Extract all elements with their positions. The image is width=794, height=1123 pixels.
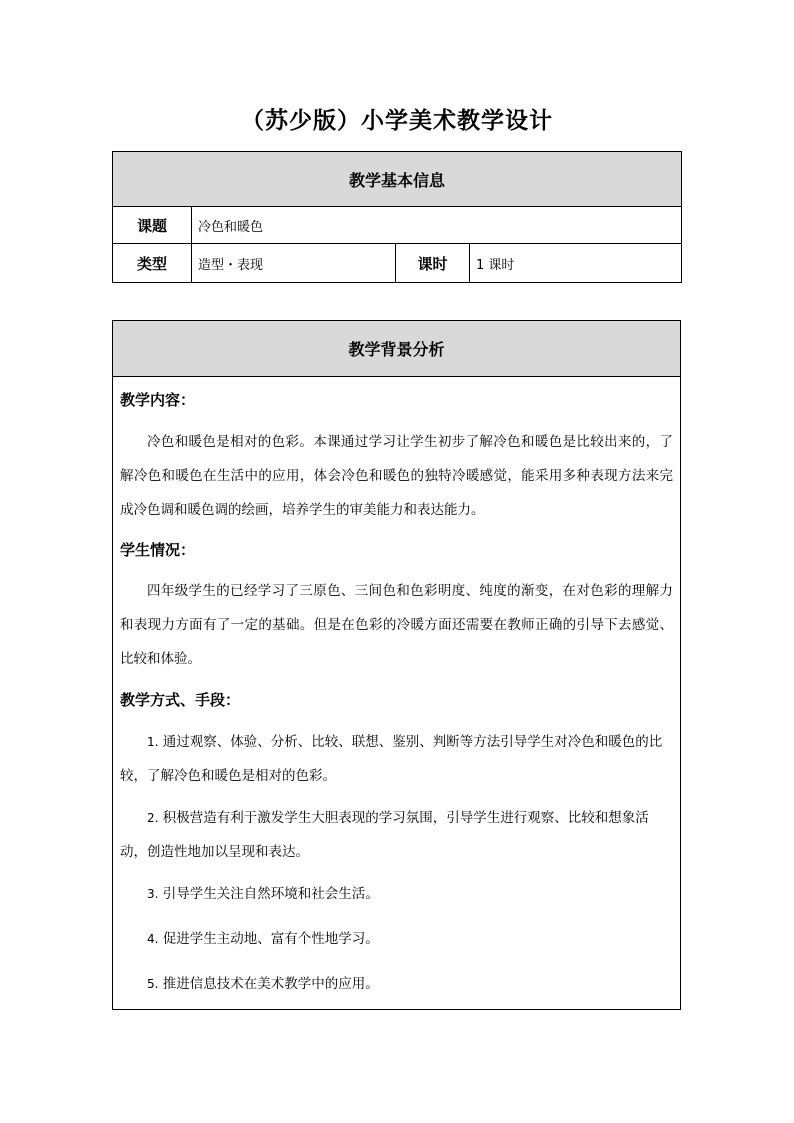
type-label: 类型 [113, 244, 192, 283]
method-text: 推进信息技术在美术教学中的应用。 [162, 976, 379, 992]
method-number: 1. [147, 735, 159, 749]
method-number: 4. [147, 932, 159, 946]
method-number: 3. [147, 887, 159, 901]
method-section-title: 教学方式、手段： [120, 691, 241, 709]
method-text: 通过观察、体验、分析、比较、联想、鉴别、判断等方法引导学生对冷色和暖色的比较，了解冷色和暖色是相对的色彩。 [120, 734, 663, 784]
method-item [120, 801, 673, 869]
student-section-title: 学生情况： [120, 541, 196, 559]
basic-info-table [112, 151, 682, 283]
method-text: 积极营造有利于激发学生大胆表现的学习氛围，引导学生进行观察、比较和想象活动，创造性地加以呈现和表达。 [120, 810, 649, 860]
period-label: 课时 [396, 244, 470, 283]
basic-info-header: 教学基本信息 [113, 152, 682, 207]
background-body [113, 377, 681, 1010]
background-table [112, 320, 681, 1010]
topic-label: 课题 [113, 207, 192, 244]
method-text: 促进学生主动地、富有个性地学习。 [162, 931, 379, 947]
document-title: （苏少版）小学美术教学设计 [241, 108, 553, 134]
topic-value: 冷色和暖色 [192, 207, 682, 244]
student-paragraph: 四年级学生的已经学习了三原色、三间色和色彩明度、纯度的渐变，在对色彩的理解力和表现力方面有了一定的基础。但是在色彩的冷暖方面还需要在教师正确的引导下去感觉、比较和体验。 [120, 583, 673, 667]
method-number: 2. [147, 811, 159, 825]
period-value: 1 课时 [470, 244, 682, 283]
background-header: 教学背景分析 [113, 321, 681, 377]
method-item [120, 725, 673, 793]
method-number: 5. [147, 977, 159, 991]
content-paragraph: 冷色和暖色是相对的色彩。本课通过学习让学生初步了解冷色和暖色是比较出来的，了解冷色和暖色在生活中的应用，体会冷色和暖色的独特冷暖感觉，能采用多种表现方法来完成冷色调和暖色调的绘画，培养学生的审美能力和表达能力。 [120, 434, 673, 518]
method-item [120, 967, 673, 1001]
method-text: 引导学生关注自然环境和社会生活。 [162, 886, 379, 902]
method-item [120, 877, 673, 911]
method-item [120, 922, 673, 956]
content-section-title: 教学内容： [120, 391, 196, 409]
type-value: 造型・表现 [192, 244, 396, 283]
